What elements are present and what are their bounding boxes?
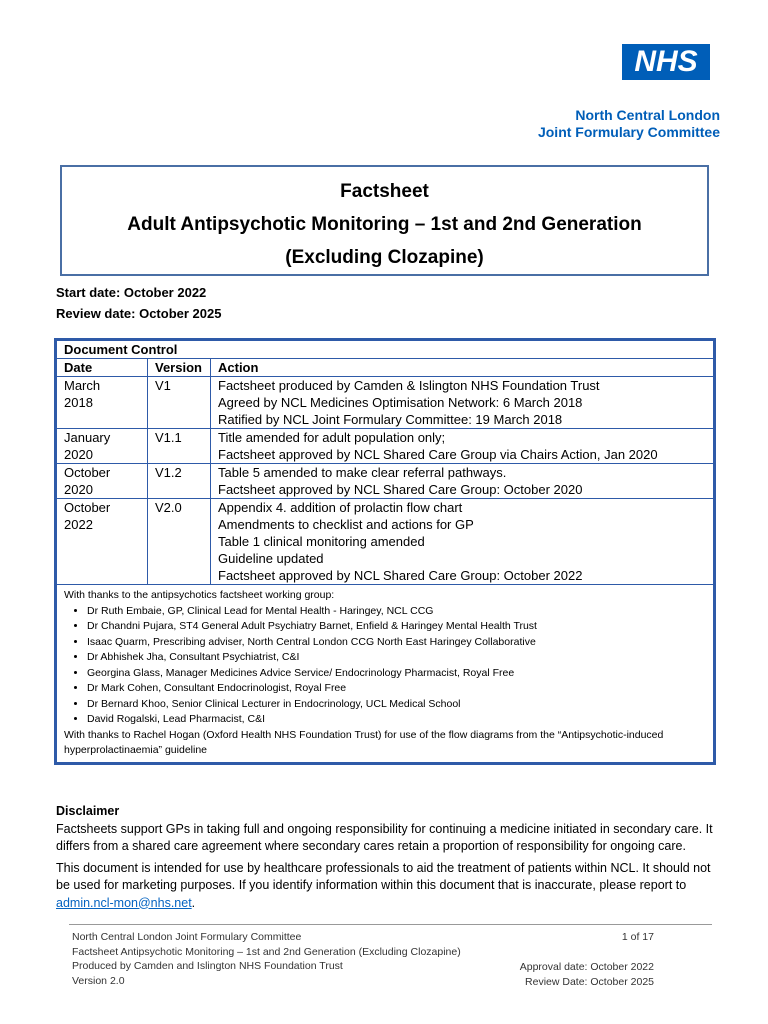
col-version: Version <box>148 359 211 377</box>
committee-name: Joint Formulary Committee <box>537 124 720 140</box>
table-row <box>57 464 714 499</box>
disclaimer-title: Disclaimer <box>56 804 120 818</box>
nhs-logo: NHS <box>622 44 710 80</box>
list-item: • Dr Chandni Pujara, ST4 General Adult Psychiatry Barnet, Enfield & Haringey Mental Health Trust <box>87 619 706 635</box>
col-action: Action <box>211 359 714 377</box>
footer-dates <box>520 960 654 989</box>
col-date: Date <box>57 359 148 377</box>
disclaimer-para-1: Factsheets support GPs in taking full and ongoing responsibility for continuing a medicine initiated in secondary care. It differs from a shared care agreement where secondary cares retain a proportion of responsibility for ongoing care. <box>56 821 713 853</box>
doc-title: Adult Antipsychotic Monitoring – 1st and 2nd Generation <box>127 214 642 235</box>
disclaimer-para-2: This document is intended for use by healthcare professionals to aid the treatment of patients within NCL. It should not be used for marketing purposes. If you identify information within this document that is inaccurate, please report to admin.ncl-mon@nhs.net. <box>56 860 711 910</box>
thanks-list <box>64 604 706 728</box>
row-version: V1.1 <box>148 429 211 464</box>
table-row <box>57 499 714 585</box>
list-item: • Dr Abhishek Jha, Consultant Psychiatrist, C&I <box>87 650 706 666</box>
row-version: V2.0 <box>148 499 211 585</box>
footer-left: North Central London Joint Formulary Committee Factsheet Antipsychotic Monitoring – 1st and 2nd Generation (Excluding Clozapine) Produced by Camden and Islington NHS Foundation Trust Version 2.0 <box>72 931 461 987</box>
disclaimer <box>56 803 722 912</box>
thanks-intro: With thanks to the antipsychotics factsheet working group: <box>64 589 335 601</box>
row-date: October 2022 <box>57 499 148 585</box>
row-version: V1.2 <box>148 464 211 499</box>
table-heading: Document Control <box>57 341 714 359</box>
doc-subtitle: (Excluding Clozapine) <box>285 247 484 268</box>
row-actions: Title amended for adult population only; Factsheet approved by NCL Shared Care Group via Chairs Action, Jan 2020 <box>211 429 714 464</box>
doc-type: Factsheet <box>340 181 429 202</box>
list-item: • Dr Ruth Embaie, GP, Clinical Lead for Mental Health - Haringey, NCL CCG <box>87 604 706 620</box>
thanks-outro: With thanks to Rachel Hogan (Oxford Health NHS Foundation Trust) for use of the flow diagrams from the “Antipsychotic-induced hyperprolactinaemia” guideline <box>64 728 664 756</box>
row-version: V1 <box>148 377 211 429</box>
row-actions: Appendix 4. addition of prolactin flow chart Amendments to checklist and actions for GP Table 1 clinical monitoring amended Guideline updated Factsheet approved by NCL Shared Care Group: October 2022 <box>211 499 714 585</box>
list-item: • Georgina Glass, Manager Medicines Advice Service/ Endocrinology Pharmacist, Royal Free <box>87 666 706 682</box>
row-actions: Factsheet produced by Camden & Islington NHS Foundation Trust Agreed by NCL Medicines Optimisation Network: 6 March 2018 Ratified by NCL Joint Formulary Committee: 19 March 2018 <box>211 377 714 429</box>
footer-divider <box>69 924 712 925</box>
email-link[interactable]: admin.ncl-mon@nhs.net <box>56 895 192 910</box>
org-name: North Central London <box>575 107 720 123</box>
approval-date: Approval date: October 2022 <box>519 961 654 973</box>
document-control-table <box>56 340 714 763</box>
row-date: January 2020 <box>57 429 148 464</box>
table-row <box>57 429 714 464</box>
row-date: March 2018 <box>57 377 148 429</box>
row-date: October 2020 <box>57 464 148 499</box>
acknowledgements <box>57 585 714 763</box>
list-item: • David Rogalski, Lead Pharmacist, C&I <box>87 712 706 728</box>
title-box <box>60 165 709 276</box>
list-item: • Isaac Quarm, Prescribing adviser, North Central London CCG North East Haringey Collaborative <box>87 635 706 651</box>
list-item: • Dr Mark Cohen, Consultant Endocrinologist, Royal Free <box>87 681 706 697</box>
row-actions: Table 5 amended to make clear referral pathways. Factsheet approved by NCL Shared Care Group: October 2020 <box>211 464 714 499</box>
review-date: Review date: October 2025 <box>56 306 222 321</box>
table-row <box>57 377 714 429</box>
footer-review-date: Review Date: October 2025 <box>525 975 654 988</box>
page-number: 1 of 17 <box>621 931 654 943</box>
list-item: • Dr Bernard Khoo, Senior Clinical Lecturer in Endocrinology, UCL Medical School <box>87 697 706 713</box>
start-date: Start date: October 2022 <box>56 285 207 300</box>
